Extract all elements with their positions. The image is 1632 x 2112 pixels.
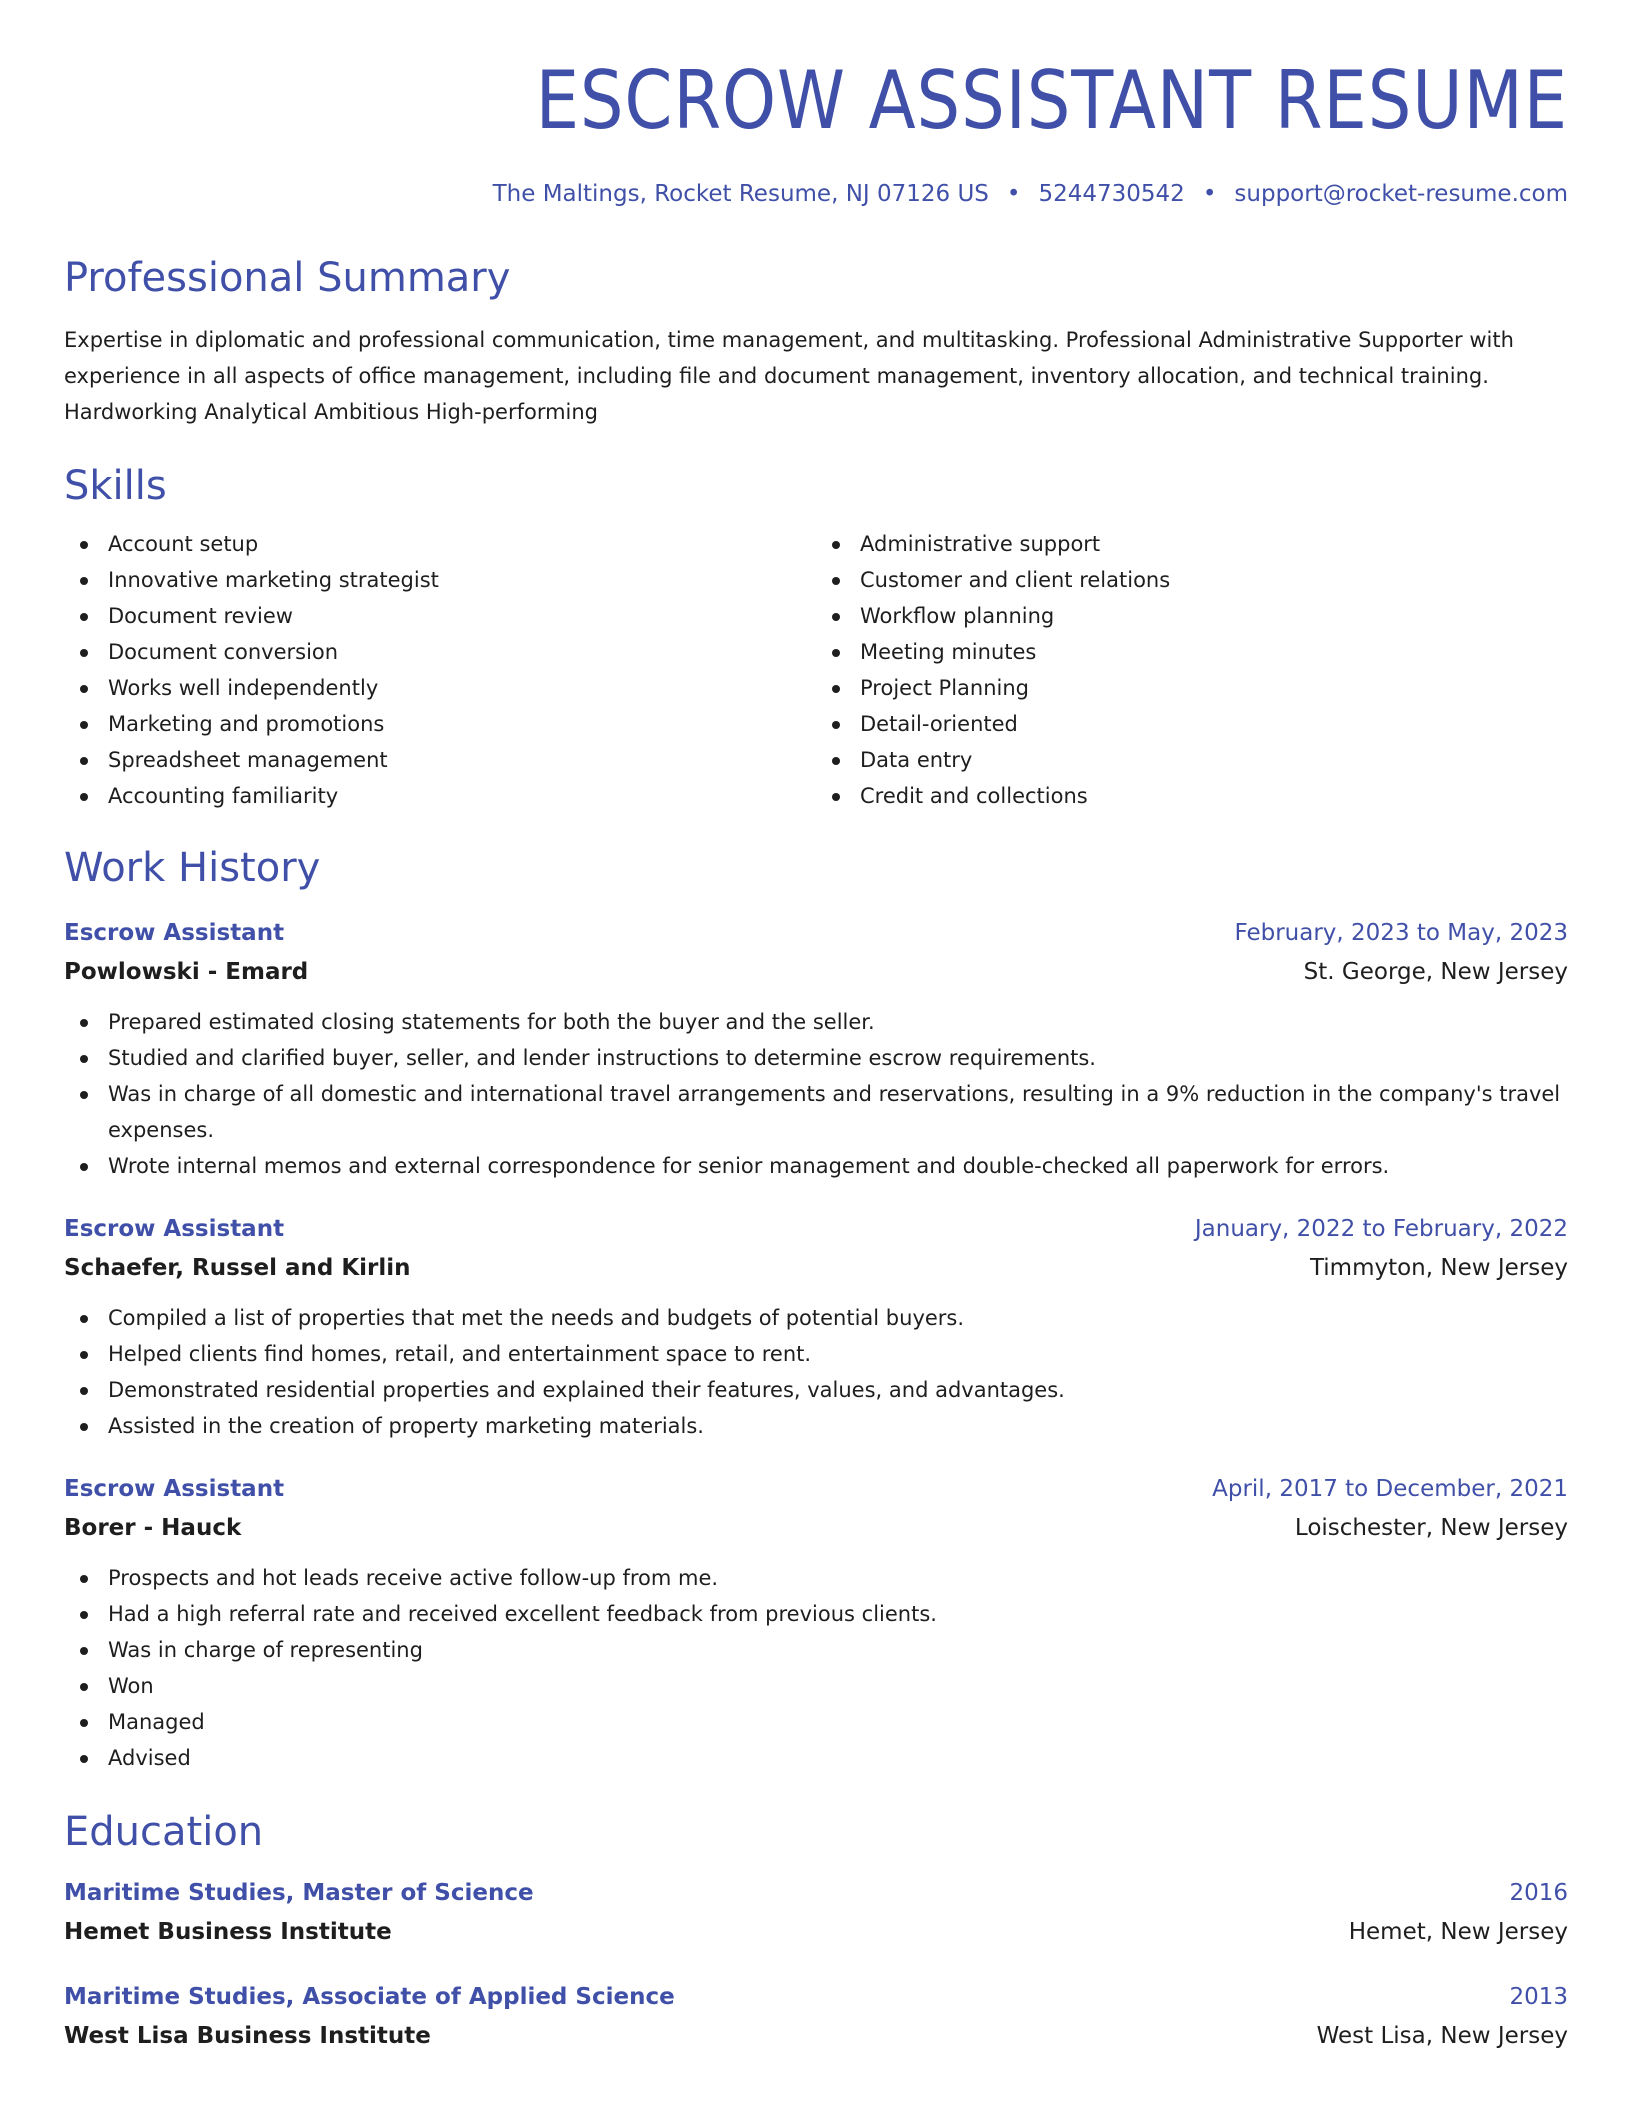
work-history-heading: Work History [64, 845, 321, 891]
job-duty: Advised [64, 1740, 1568, 1776]
education-degree: Maritime Studies, Associate of Applied Science [64, 1984, 675, 2010]
job-duty: Prepared estimated closing statements for both the buyer and the seller. [64, 1004, 1568, 1040]
skill-item: Data entry [816, 742, 1568, 778]
job-role: Escrow Assistant [64, 1476, 285, 1502]
skill-item: Marketing and promotions [64, 706, 816, 742]
job-company-row [64, 1248, 1568, 1288]
job-header-row [64, 1470, 1568, 1508]
job-dates: February, 2023 to May, 2023 [1234, 920, 1568, 946]
job-duty: Was in charge of all domestic and international travel arrangements and reservations, resulting in a 9% reduction in the company's travel expenses. [64, 1076, 1568, 1148]
education-school: Hemet Business Institute [64, 1919, 392, 1945]
job-company-row [64, 1508, 1568, 1548]
job-duty: Wrote internal memos and external correspondence for senior management and double-checked all paperwork for errors. [64, 1148, 1568, 1184]
skill-item: Innovative marketing strategist [64, 562, 816, 598]
skill-item: Workflow planning [816, 598, 1568, 634]
job-dates: January, 2022 to February, 2022 [1194, 1216, 1568, 1242]
job-duty: Managed [64, 1704, 1568, 1740]
job-duties [64, 1004, 1568, 1184]
skill-item: Meeting minutes [816, 634, 1568, 670]
job-duty: Had a high referral rate and received excellent feedback from previous clients. [64, 1596, 1568, 1632]
job-duty: Helped clients find homes, retail, and entertainment space to rent. [64, 1336, 1568, 1372]
job-dates: April, 2017 to December, 2021 [1212, 1476, 1568, 1502]
skill-item: Credit and collections [816, 778, 1568, 814]
skill-item: Account setup [64, 526, 816, 562]
job-duty: Compiled a list of properties that met the needs and budgets of potential buyers. [64, 1300, 1568, 1336]
education-degree-row [64, 1874, 1568, 1912]
job-entry [64, 914, 1568, 1184]
skill-item: Administrative support [816, 526, 1568, 562]
skill-item: Document conversion [64, 634, 816, 670]
job-role: Escrow Assistant [64, 920, 285, 946]
job-entry [64, 1210, 1568, 1444]
job-duty: Studied and clarified buyer, seller, and lender instructions to determine escrow requirements. [64, 1040, 1568, 1076]
education-degree: Maritime Studies, Master of Science [64, 1880, 534, 1906]
education-degree-row [64, 1978, 1568, 2016]
summary-text: Expertise in diplomatic and professional communication, time management, and multitasking. Professional Administrative Supporter with experience in all aspects of office management, including file and document management, inventory allocation, and technical training. Hardworking Analytical Ambitious High-performing [64, 328, 1514, 424]
education-heading: Education [64, 1809, 264, 1855]
summary-heading: Professional Summary [64, 255, 511, 301]
job-duties [64, 1560, 1568, 1776]
education-school: West Lisa Business Institute [64, 2023, 431, 2049]
job-company-row [64, 952, 1568, 992]
resume-header [64, 0, 1568, 210]
skill-item: Document review [64, 598, 816, 634]
education-location: West Lisa, New Jersey [1316, 2023, 1568, 2049]
contact-separator: • [1202, 181, 1217, 207]
job-duty: Won [64, 1668, 1568, 1704]
job-duty: Demonstrated residential properties and explained their features, values, and advantages. [64, 1372, 1568, 1408]
contact-email[interactable]: support@rocket-resume.com [1234, 181, 1568, 207]
job-duty: Assisted in the creation of property marketing materials. [64, 1408, 1568, 1444]
job-header-row [64, 1210, 1568, 1248]
job-role: Escrow Assistant [64, 1216, 285, 1242]
resume-title: ESCROW ASSISTANT RESUME [535, 54, 1568, 147]
skill-item: Customer and client relations [816, 562, 1568, 598]
education-year: 2016 [1509, 1880, 1568, 1906]
skills-list-right [816, 526, 1568, 814]
education-school-row [64, 2016, 1568, 2056]
job-company: Schaefer, Russel and Kirlin [64, 1255, 411, 1281]
skill-item: Accounting familiarity [64, 778, 816, 814]
education-entry [64, 1978, 1568, 2056]
job-location: St. George, New Jersey [1303, 959, 1568, 985]
education-year: 2013 [1509, 1984, 1568, 2010]
job-duty: Prospects and hot leads receive active follow-up from me. [64, 1560, 1568, 1596]
contact-phone: 5244730542 [1038, 181, 1185, 207]
education-school-row [64, 1912, 1568, 1952]
contact-address: The Maltings, Rocket Resume, NJ 07126 US [492, 181, 989, 207]
job-entry [64, 1470, 1568, 1776]
contact-separator: • [1006, 181, 1021, 207]
job-duties [64, 1300, 1568, 1444]
job-duty: Was in charge of representing [64, 1632, 1568, 1668]
skill-item: Project Planning [816, 670, 1568, 706]
contact-line [64, 178, 1568, 210]
education-entry [64, 1874, 1568, 1952]
job-location: Loischester, New Jersey [1294, 1515, 1568, 1541]
job-location: Timmyton, New Jersey [1309, 1255, 1568, 1281]
job-company: Powlowski - Emard [64, 959, 309, 985]
skills-heading: Skills [64, 463, 167, 509]
job-header-row [64, 914, 1568, 952]
skill-item: Spreadsheet management [64, 742, 816, 778]
skills-grid [64, 526, 1568, 814]
education-location: Hemet, New Jersey [1348, 1919, 1568, 1945]
skill-item: Detail-oriented [816, 706, 1568, 742]
skill-item: Works well independently [64, 670, 816, 706]
job-company: Borer - Hauck [64, 1515, 242, 1541]
skills-list-left [64, 526, 816, 814]
